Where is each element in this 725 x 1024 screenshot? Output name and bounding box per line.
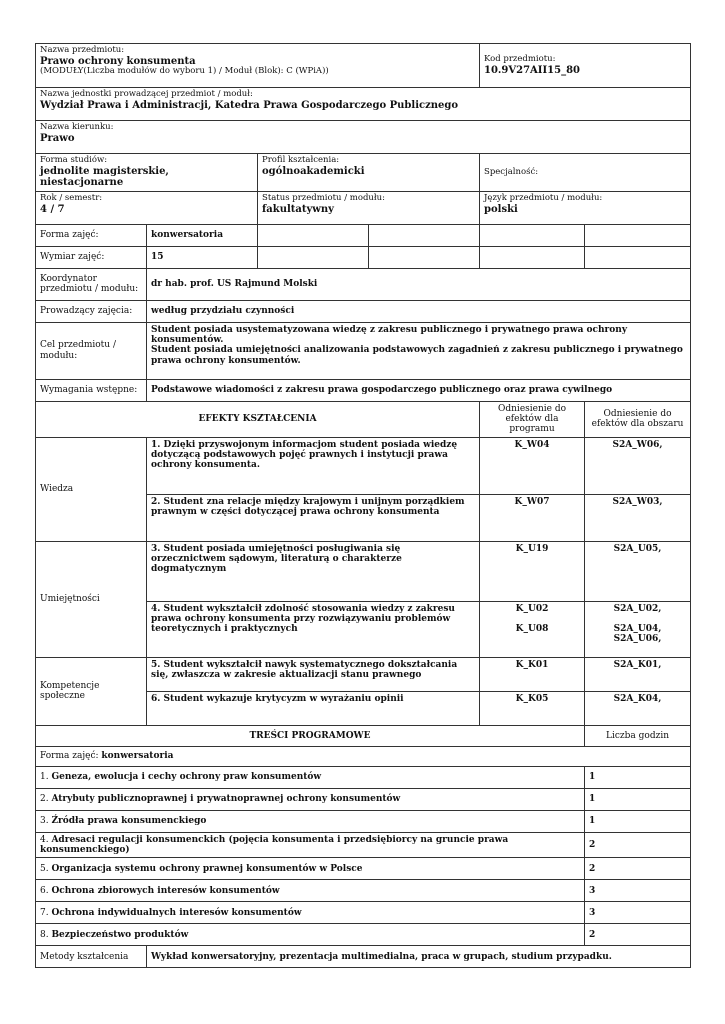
goal-value	[147, 322, 691, 379]
year-cell	[36, 191, 258, 224]
content-title: TREŚCI PROGRAMOWE	[36, 725, 585, 746]
goal-line-1: Student posiada usystematyzowana wiedzę z zakresu publicznego i prywatnego prawa ochrony konsumentów.	[151, 324, 628, 346]
language-label: Język przedmiotu / modułu:	[484, 192, 603, 203]
status-label: Status przedmiotu / modułu:	[262, 192, 385, 203]
category-kompetencje: Kompetencje społeczne	[36, 657, 147, 725]
class-form-value: konwersatoria	[147, 224, 258, 246]
topic-hours: 3	[585, 880, 691, 902]
topic-num: 8.	[40, 929, 52, 940]
category-umiejetnosci: Umiejętności	[36, 541, 147, 657]
topic-hours: 1	[585, 810, 691, 832]
specialty-cell	[480, 154, 691, 192]
study-form-cell	[36, 154, 258, 192]
topic-num: 5.	[40, 863, 52, 874]
hours-value: 15	[147, 246, 258, 268]
effect-4: 4. Student wykształcił zdolność stosowania wiedzy z zakresu prawa ochrony konsumenta przy rozwiązywaniu problemów teoretycznych i praktycznych	[147, 601, 480, 657]
goal-line-2: Student posiada umiejętności analizowania podstawowych zagadnień z zakresu publicznego i prywatnego prawa ochrony konsumentów.	[151, 345, 683, 366]
effects-title: EFEKTY KSZTAŁCENIA	[36, 401, 480, 437]
topic-num: 7.	[40, 907, 52, 918]
study-form-value: jednolite magisterskie, niestacjonarne	[40, 165, 169, 189]
topic-name: Ochrona indywidualnych interesów konsumentów	[51, 907, 302, 918]
effects-area-header: Odniesienie do efektów dla obszaru	[585, 401, 691, 437]
subject-code-label: Kod przedmiotu:	[484, 53, 556, 64]
topic-num: 1.	[40, 772, 52, 783]
unit-label: Nazwa jednostki prowadzącej przedmiot / moduł:	[40, 89, 253, 99]
empty-cell	[480, 224, 585, 246]
subject-name-cell	[36, 44, 480, 88]
topic-num: 6.	[40, 885, 52, 896]
effect-1: 1. Dzięki przyswojonym informacjom student posiada wiedzę dotyczącą podstawowych pojęć prawnych i instytucji prawa ochrony konsumenta.	[147, 437, 480, 494]
requirements-value: Podstawowe wiadomości z zakresu prawa gospodarczego publicznego oraz prawa cywilnego	[147, 379, 691, 401]
content-hours-header: Liczba godzin	[585, 725, 691, 746]
year-label: Rok / semestr:	[40, 192, 103, 203]
study-form-label: Forma studiów:	[40, 155, 108, 165]
topic-hours: 1	[585, 766, 691, 788]
status-cell	[258, 191, 480, 224]
methods-label: Metody kształcenia	[36, 946, 147, 968]
empty-cell	[369, 246, 480, 268]
lecturer-label: Prowadzący zajęcia:	[36, 300, 147, 322]
hours-label: Wymiar zajęć:	[36, 246, 147, 268]
class-form-label: Forma zajęć:	[36, 224, 147, 246]
empty-cell	[480, 246, 585, 268]
topic-num: 3.	[40, 816, 52, 827]
topic-row	[36, 902, 585, 924]
effect-2-program: K_W07	[480, 494, 585, 541]
topic-row	[36, 788, 585, 810]
effect-6-program: K_K05	[480, 691, 585, 725]
direction-label: Nazwa kierunku:	[40, 122, 114, 132]
effect-5-program: K_K01	[480, 657, 585, 691]
module-note: (MODUŁY(Liczba modułów do wyboru 1) / Moduł (Blok): C (WPiA))	[40, 66, 329, 77]
effect-1-area: S2A_W06,	[585, 437, 691, 494]
effect-6-area: S2A_K04,	[585, 691, 691, 725]
topic-name: Geneza, ewolucja i cechy ochrony praw konsumentów	[51, 772, 322, 783]
topic-row	[36, 858, 585, 880]
topic-name: Ochrona zbiorowych interesów konsumentów	[51, 885, 280, 896]
content-form-value: konwersatoria	[101, 751, 174, 762]
profile-value: ogólnoakademicki	[262, 165, 365, 177]
topic-name: Adresaci regulacji konsumenckich (pojęcia konsumenta i przedsiębiorcy na gruncie prawa konsumenckiego)	[40, 834, 509, 856]
topic-row	[36, 924, 585, 946]
effect-4-area-3: S2A_U06,	[613, 634, 662, 645]
empty-cell	[369, 224, 480, 246]
effect-6: 6. Student wykazuje krytycyzm w wyrażaniu opinii	[147, 691, 480, 725]
specialty-label: Specjalność:	[484, 166, 539, 177]
topic-num: 4.	[40, 834, 52, 845]
coordinator-label: Koordynator przedmiotu / modułu:	[36, 268, 147, 300]
topic-num: 2.	[40, 794, 52, 805]
empty-cell	[585, 224, 691, 246]
effect-3: 3. Student posiada umiejętności posługiwania się orzecznictwem sądowym, literaturą o charakterze dogmatycznym	[147, 541, 480, 601]
topic-row	[36, 880, 585, 902]
profile-label: Profil kształcenia:	[262, 155, 340, 165]
year-value: 4 / 7	[40, 203, 65, 215]
topic-hours: 2	[585, 832, 691, 858]
subject-name-label: Nazwa przedmiotu:	[40, 45, 125, 55]
topic-hours: 2	[585, 858, 691, 880]
effect-4-area-1: S2A_U02,	[613, 603, 662, 614]
effect-4-program-1: K_U02	[515, 603, 549, 614]
topic-name: Bezpieczeństwo produktów	[51, 929, 189, 940]
effect-2: 2. Student zna relacje między krajowym i unijnym porządkiem prawnym w części dotyczącej prawa ochrony konsumenta	[147, 494, 480, 541]
effect-3-area: S2A_U05,	[585, 541, 691, 601]
effect-2-area: S2A_W03,	[585, 494, 691, 541]
direction-value: Prawo	[40, 132, 75, 144]
status-value: fakultatywny	[262, 203, 334, 215]
effect-5: 5. Student wykształcił nawyk systematycznego dokształcania się, zwłaszcza w zakresie aktualizacji stanu prawnego	[147, 657, 480, 691]
effect-4-program-2: K_U08	[515, 624, 549, 635]
profile-cell	[258, 154, 480, 192]
methods-value: Wykład konwersatoryjny, prezentacja multimedialna, praca w grupach, studium przypadku.	[147, 946, 691, 968]
topic-name: Organizacja systemu ochrony prawnej konsumentów w Polsce	[51, 863, 363, 874]
empty-cell	[258, 246, 369, 268]
topic-hours: 1	[585, 788, 691, 810]
topic-hours: 2	[585, 924, 691, 946]
content-form-label: Forma zajęć:	[40, 751, 102, 762]
topic-hours: 3	[585, 902, 691, 924]
empty-cell	[258, 224, 369, 246]
content-form-row	[36, 746, 691, 766]
topic-name: Źródła prawa konsumenckiego	[51, 816, 207, 827]
lecturer-value: według przydziału czynności	[147, 300, 691, 322]
empty-cell	[585, 246, 691, 268]
subject-name: Prawo ochrony konsumenta	[40, 55, 196, 67]
requirements-label: Wymagania wstępne:	[36, 379, 147, 401]
direction-cell	[36, 121, 691, 154]
topic-row	[36, 766, 585, 788]
unit-value: Wydział Prawa i Administracji, Katedra Prawa Gospodarczego Publicznego	[40, 99, 459, 111]
effect-4-area-2: S2A_U04,	[613, 624, 662, 635]
subject-code-cell	[480, 44, 691, 88]
effect-1-program: K_W04	[480, 437, 585, 494]
unit-cell	[36, 88, 691, 121]
topic-row	[36, 810, 585, 832]
effect-5-area: S2A_K01,	[585, 657, 691, 691]
subject-code: 10.9V27AII15_80	[484, 64, 580, 76]
effect-4-area	[585, 601, 691, 657]
course-syllabus-table	[35, 43, 691, 968]
coordinator-value: dr hab. prof. US Rajmund Molski	[147, 268, 691, 300]
language-cell	[480, 191, 691, 224]
topic-row	[36, 832, 585, 858]
topic-name: Atrybuty publicznoprawnej i prywatnoprawnej ochrony konsumentów	[51, 794, 401, 805]
effects-program-header: Odniesienie do efektów dla programu	[480, 401, 585, 437]
category-wiedza: Wiedza	[36, 437, 147, 541]
language-value: polski	[484, 203, 518, 215]
goal-label: Cel przedmiotu / modułu:	[36, 322, 147, 379]
effect-4-program	[480, 601, 585, 657]
effect-3-program: K_U19	[480, 541, 585, 601]
